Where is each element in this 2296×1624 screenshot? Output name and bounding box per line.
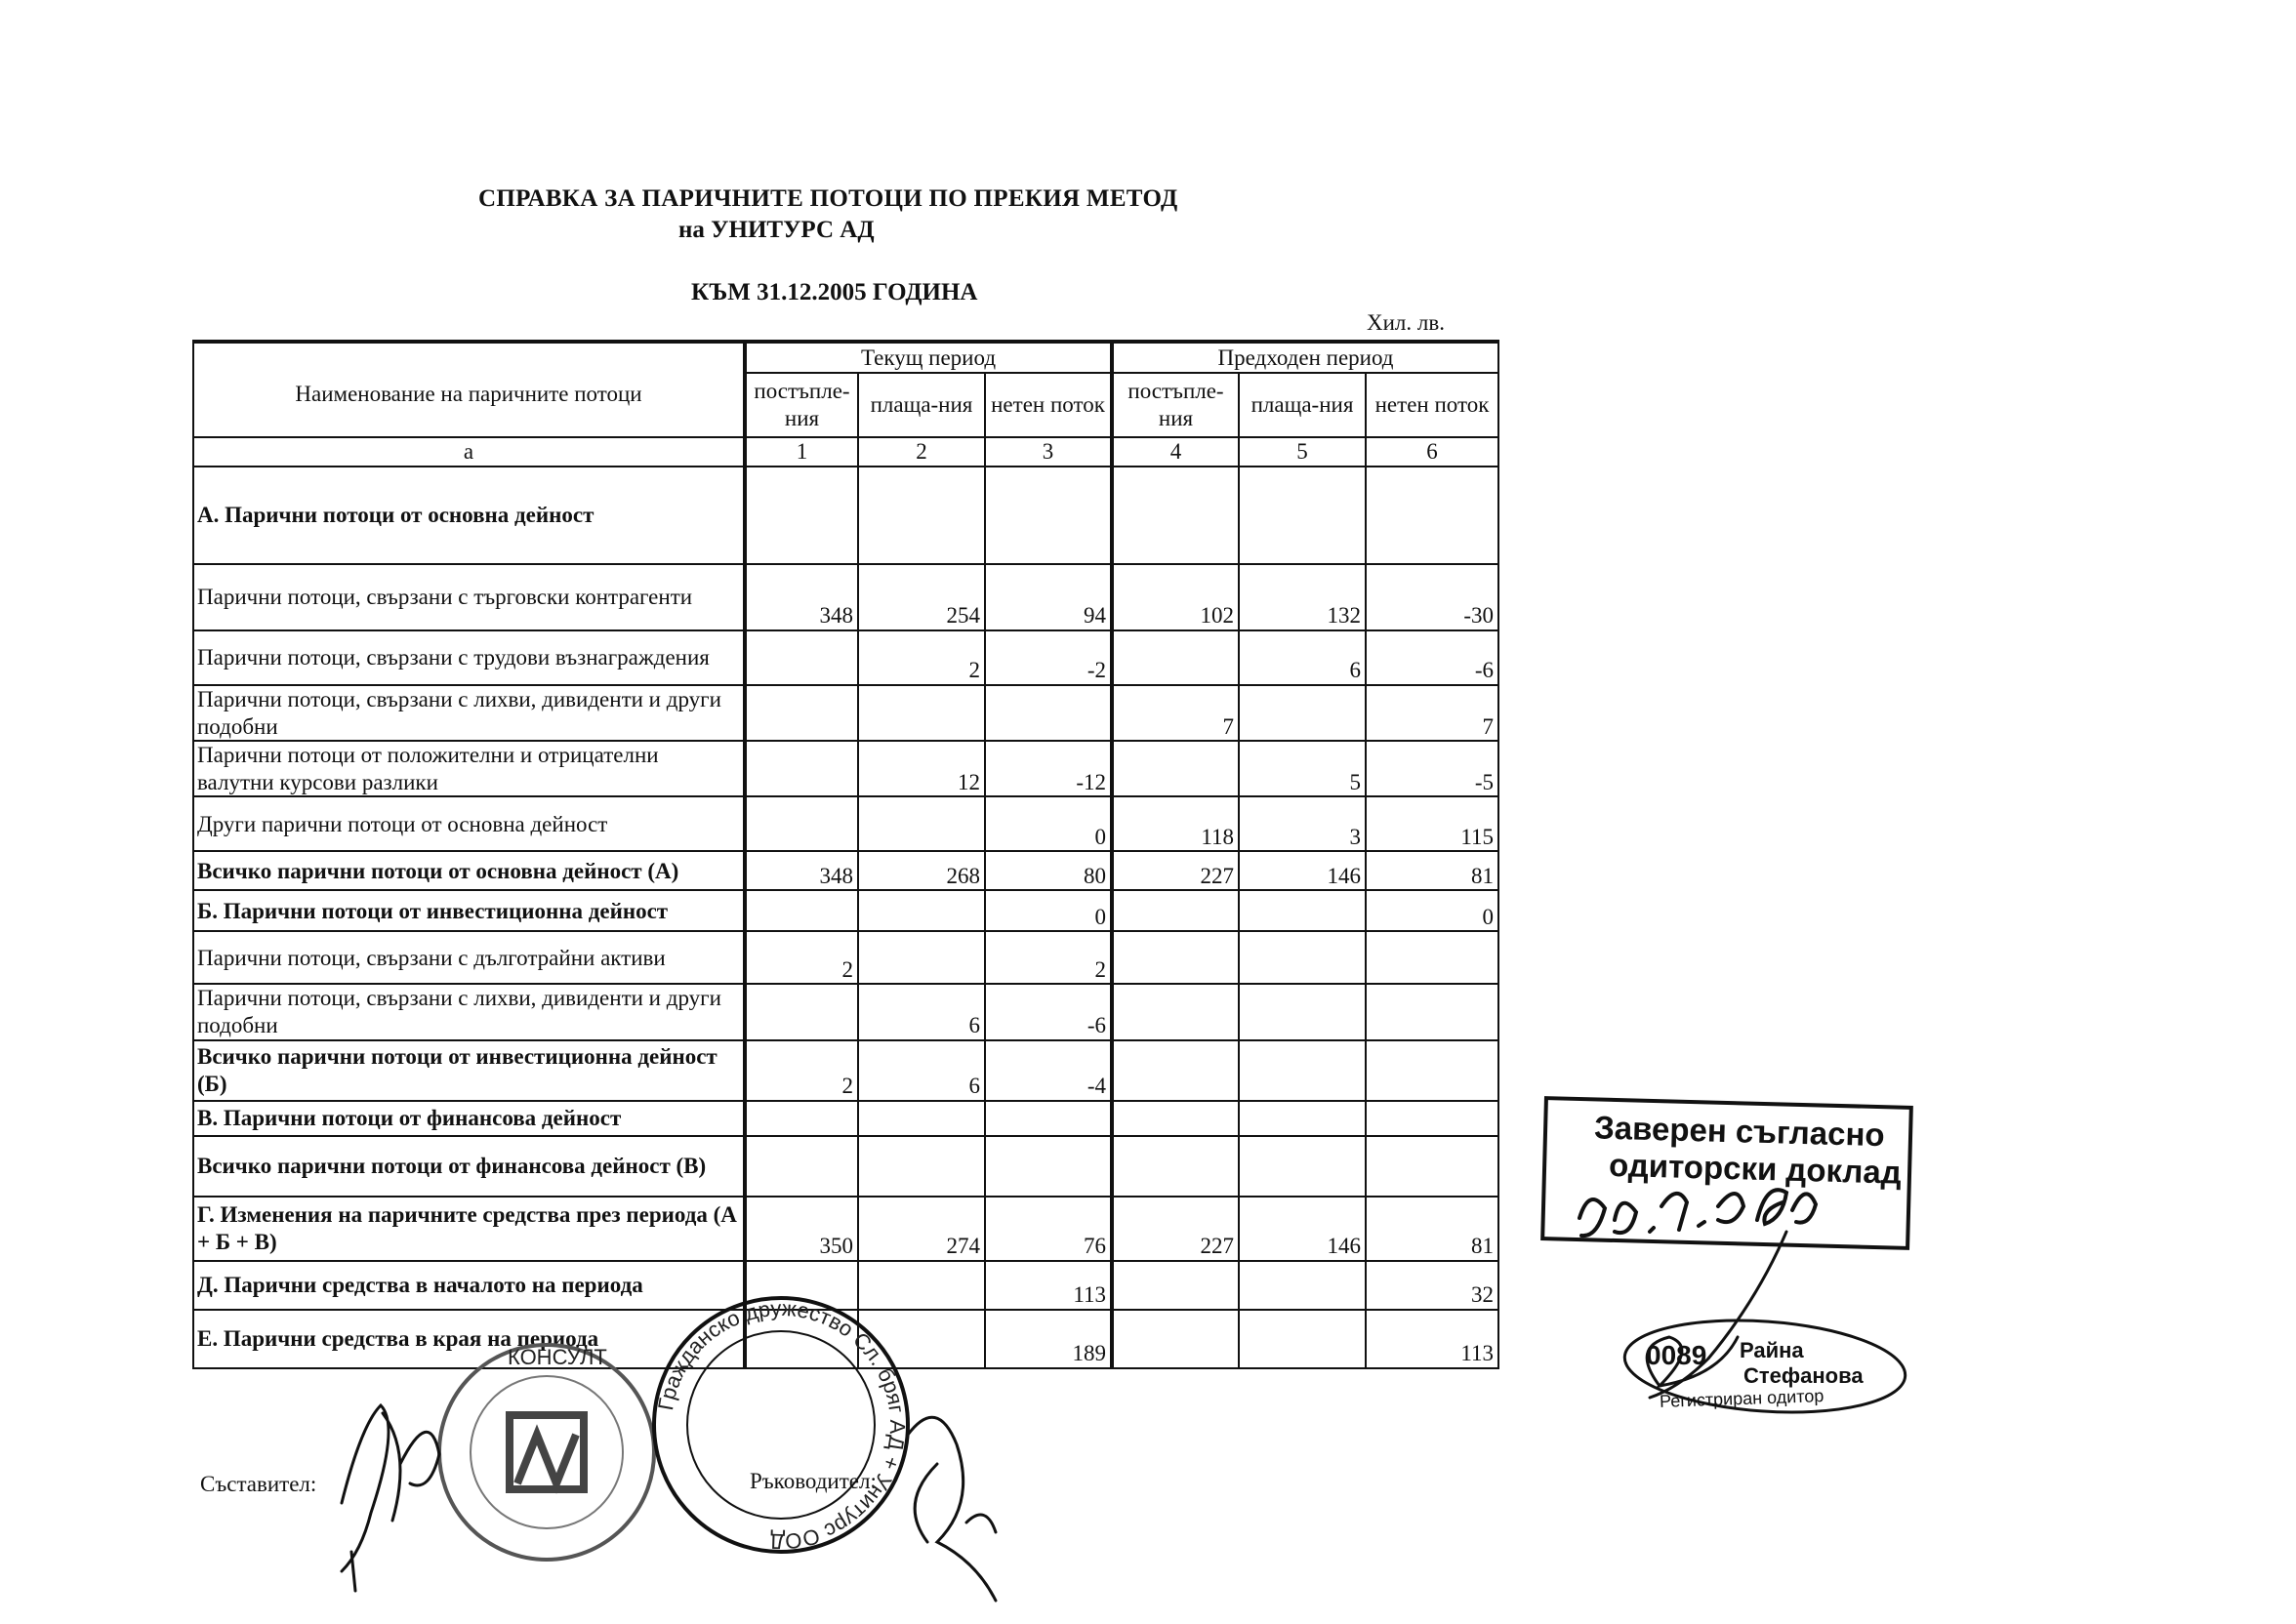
value-cell xyxy=(1112,1261,1239,1310)
row-label: Д. Парични средства в началото на периода xyxy=(193,1261,745,1310)
value-cell xyxy=(858,1261,985,1310)
row-label: Парични потоци, свързани с дълготрайни активи xyxy=(193,931,745,984)
value-cell xyxy=(858,1101,985,1136)
value-cell: 0 xyxy=(985,890,1112,931)
value-cell xyxy=(1366,467,1498,564)
manager-label: Ръководител: xyxy=(750,1469,877,1493)
table-row xyxy=(193,685,1498,741)
value-cell xyxy=(745,1261,858,1310)
value-cell xyxy=(1366,1040,1498,1101)
value-cell xyxy=(858,890,985,931)
value-cell xyxy=(1112,1310,1239,1368)
table-row xyxy=(193,851,1498,890)
index-cell: 3 xyxy=(985,437,1112,467)
value-cell xyxy=(985,1101,1112,1136)
audit-certification-stamp xyxy=(1540,1096,1913,1250)
index-cell: 1 xyxy=(745,437,858,467)
value-cell: -4 xyxy=(985,1040,1112,1101)
value-cell: 94 xyxy=(985,564,1112,630)
report-title: СПРАВКА ЗА ПАРИЧНИТЕ ПОТОЦИ ПО ПРЕКИЯ МЕТОД xyxy=(478,185,1178,212)
row-label: Парични потоци, свързани с лихви, дивиденти и други подобни xyxy=(193,984,745,1039)
auditor-last-name: Стефанова xyxy=(1743,1363,1864,1388)
value-cell: 0 xyxy=(1366,890,1498,931)
value-cell xyxy=(1239,931,1366,984)
value-cell: 146 xyxy=(1239,851,1366,890)
company-seal-text: Гражданско дружество Сл. бряг АД + Унитурс ООД xyxy=(653,1295,911,1555)
value-cell xyxy=(745,741,858,796)
value-cell xyxy=(858,796,985,851)
value-cell: 113 xyxy=(985,1261,1112,1310)
value-cell: 0 xyxy=(985,796,1112,851)
value-cell: -2 xyxy=(985,630,1112,685)
value-cell: 132 xyxy=(1239,564,1366,630)
value-cell xyxy=(1239,890,1366,931)
value-cell xyxy=(1112,1040,1239,1101)
value-cell xyxy=(1366,1101,1498,1136)
table-row xyxy=(193,1040,1498,1101)
value-cell: 348 xyxy=(745,564,858,630)
table-row xyxy=(193,1136,1498,1197)
sub-header: плаща-ния xyxy=(858,373,985,437)
index-cell: 5 xyxy=(1239,437,1366,467)
table-body xyxy=(193,467,1498,1368)
value-cell xyxy=(1239,1261,1366,1310)
value-cell xyxy=(1112,890,1239,931)
sub-header: нетен поток xyxy=(985,373,1112,437)
value-cell: 118 xyxy=(1112,796,1239,851)
value-cell xyxy=(985,685,1112,741)
compiler-signature xyxy=(342,1405,439,1591)
value-cell xyxy=(745,1310,858,1368)
row-label: Всичко парични потоци от финансова дейност (В) xyxy=(193,1136,745,1197)
row-label: Всичко парични потоци от основна дейност (А) xyxy=(193,851,745,890)
value-cell xyxy=(1112,984,1239,1039)
value-cell xyxy=(1112,630,1239,685)
round-seal xyxy=(439,1345,654,1560)
report-date: КЪМ 31.12.2005 ГОДИНА xyxy=(691,279,978,305)
value-cell xyxy=(745,467,858,564)
index-cell: 4 xyxy=(1112,437,1239,467)
unit-label: Хил. лв. xyxy=(1367,310,1445,335)
compiler-label: Съставител: xyxy=(200,1472,317,1496)
sub-header: постъпле-ния xyxy=(1112,373,1239,437)
row-label: Г. Изменения на паричните средства през периода (А + Б + В) xyxy=(193,1197,745,1261)
value-cell: -6 xyxy=(1366,630,1498,685)
auditor-number: 0089 xyxy=(1646,1340,1707,1370)
col-header-current-period: Текущ период xyxy=(745,342,1112,373)
value-cell: 146 xyxy=(1239,1197,1366,1261)
value-cell: 6 xyxy=(858,984,985,1039)
table-row xyxy=(193,1261,1498,1310)
value-cell xyxy=(1239,467,1366,564)
col-header-name: Наименование на паричните потоци xyxy=(193,342,745,437)
company-name: на УНИТУРС АД xyxy=(678,217,875,243)
value-cell: 32 xyxy=(1366,1261,1498,1310)
value-cell: -5 xyxy=(1366,741,1498,796)
value-cell: 7 xyxy=(1112,685,1239,741)
table-row xyxy=(193,630,1498,685)
table-row xyxy=(193,931,1498,984)
index-row xyxy=(193,437,1498,467)
value-cell: 6 xyxy=(1239,630,1366,685)
value-cell: 6 xyxy=(858,1040,985,1101)
value-cell: 113 xyxy=(1366,1310,1498,1368)
value-cell: 268 xyxy=(858,851,985,890)
value-cell: 102 xyxy=(1112,564,1239,630)
row-label: Парични потоци, свързани с трудови възнаграждения xyxy=(193,630,745,685)
value-cell xyxy=(858,1310,985,1368)
value-cell: 5 xyxy=(1239,741,1366,796)
col-header-previous-period: Предходен период xyxy=(1112,342,1498,373)
value-cell xyxy=(1239,1040,1366,1101)
value-cell xyxy=(858,685,985,741)
value-cell: 274 xyxy=(858,1197,985,1261)
value-cell xyxy=(1112,1101,1239,1136)
value-cell xyxy=(858,931,985,984)
row-label: Всичко парични потоци от инвестиционна дейност (Б) xyxy=(193,1040,745,1101)
stamp-line: одиторски доклад xyxy=(1608,1146,1903,1191)
table-row xyxy=(193,1310,1498,1368)
value-cell: 80 xyxy=(985,851,1112,890)
row-label: Парични потоци от положителни и отрицателни валутни курсови разлики xyxy=(193,741,745,796)
value-cell: -30 xyxy=(1366,564,1498,630)
stamp-line: Заверен съгласно xyxy=(1593,1109,1886,1154)
table-row xyxy=(193,1197,1498,1261)
value-cell: 254 xyxy=(858,564,985,630)
value-cell: 12 xyxy=(858,741,985,796)
row-label: Парични потоци, свързани с търговски контрагенти xyxy=(193,564,745,630)
value-cell: -12 xyxy=(985,741,1112,796)
table-row xyxy=(193,741,1498,796)
value-cell xyxy=(985,1136,1112,1197)
value-cell xyxy=(745,796,858,851)
value-cell: 3 xyxy=(1239,796,1366,851)
table-row xyxy=(193,1101,1498,1136)
value-cell: 76 xyxy=(985,1197,1112,1261)
value-cell xyxy=(858,467,985,564)
sub-header: постъпле-ния xyxy=(745,373,858,437)
value-cell: 350 xyxy=(745,1197,858,1261)
value-cell xyxy=(745,1136,858,1197)
value-cell: 348 xyxy=(745,851,858,890)
auditor-first-name: Райна xyxy=(1740,1338,1804,1362)
value-cell xyxy=(1366,984,1498,1039)
value-cell xyxy=(1239,984,1366,1039)
index-cell: 6 xyxy=(1366,437,1498,467)
value-cell xyxy=(1239,685,1366,741)
value-cell xyxy=(745,685,858,741)
value-cell: 81 xyxy=(1366,1197,1498,1261)
auditor-stamp xyxy=(1624,1320,1907,1418)
value-cell xyxy=(1112,931,1239,984)
index-cell: 2 xyxy=(858,437,985,467)
value-cell: 115 xyxy=(1366,796,1498,851)
value-cell: 189 xyxy=(985,1310,1112,1368)
value-cell: 2 xyxy=(858,630,985,685)
value-cell xyxy=(858,1136,985,1197)
value-cell xyxy=(1112,467,1239,564)
table-row xyxy=(193,564,1498,630)
value-cell xyxy=(1366,1136,1498,1197)
manager-signature xyxy=(908,1417,996,1601)
value-cell xyxy=(1366,931,1498,984)
value-cell xyxy=(1239,1310,1366,1368)
value-cell: 81 xyxy=(1366,851,1498,890)
sub-header: нетен поток xyxy=(1366,373,1498,437)
auditor-title: Регистриран одитор xyxy=(1659,1386,1824,1411)
round-seal-text: КОНСУЛТ xyxy=(508,1345,607,1369)
value-cell: 227 xyxy=(1112,851,1239,890)
cash-flow-table xyxy=(192,340,1499,1369)
row-label: В. Парични потоци от финансова дейност xyxy=(193,1101,745,1136)
table-row xyxy=(193,890,1498,931)
table-row xyxy=(193,796,1498,851)
value-cell xyxy=(745,630,858,685)
row-label: Е. Парични средства в края на периода xyxy=(193,1310,745,1368)
value-cell xyxy=(1112,741,1239,796)
value-cell: 7 xyxy=(1366,685,1498,741)
row-label: Б. Парични потоци от инвестиционна дейност xyxy=(193,890,745,931)
value-cell xyxy=(745,984,858,1039)
value-cell xyxy=(745,1101,858,1136)
row-label: Други парични потоци от основна дейност xyxy=(193,796,745,851)
index-cell: а xyxy=(193,437,745,467)
value-cell: -6 xyxy=(985,984,1112,1039)
value-cell: 227 xyxy=(1112,1197,1239,1261)
row-label: Парични потоци, свързани с лихви, дивиденти и други подобни xyxy=(193,685,745,741)
table-row xyxy=(193,984,1498,1039)
row-label: А. Парични потоци от основна дейност xyxy=(193,467,745,564)
value-cell: 2 xyxy=(985,931,1112,984)
value-cell xyxy=(1239,1101,1366,1136)
value-cell xyxy=(985,467,1112,564)
value-cell xyxy=(1112,1136,1239,1197)
value-cell: 2 xyxy=(745,931,858,984)
value-cell: 2 xyxy=(745,1040,858,1101)
sub-header: плаща-ния xyxy=(1239,373,1366,437)
value-cell xyxy=(745,890,858,931)
table-row xyxy=(193,467,1498,564)
value-cell xyxy=(1239,1136,1366,1197)
